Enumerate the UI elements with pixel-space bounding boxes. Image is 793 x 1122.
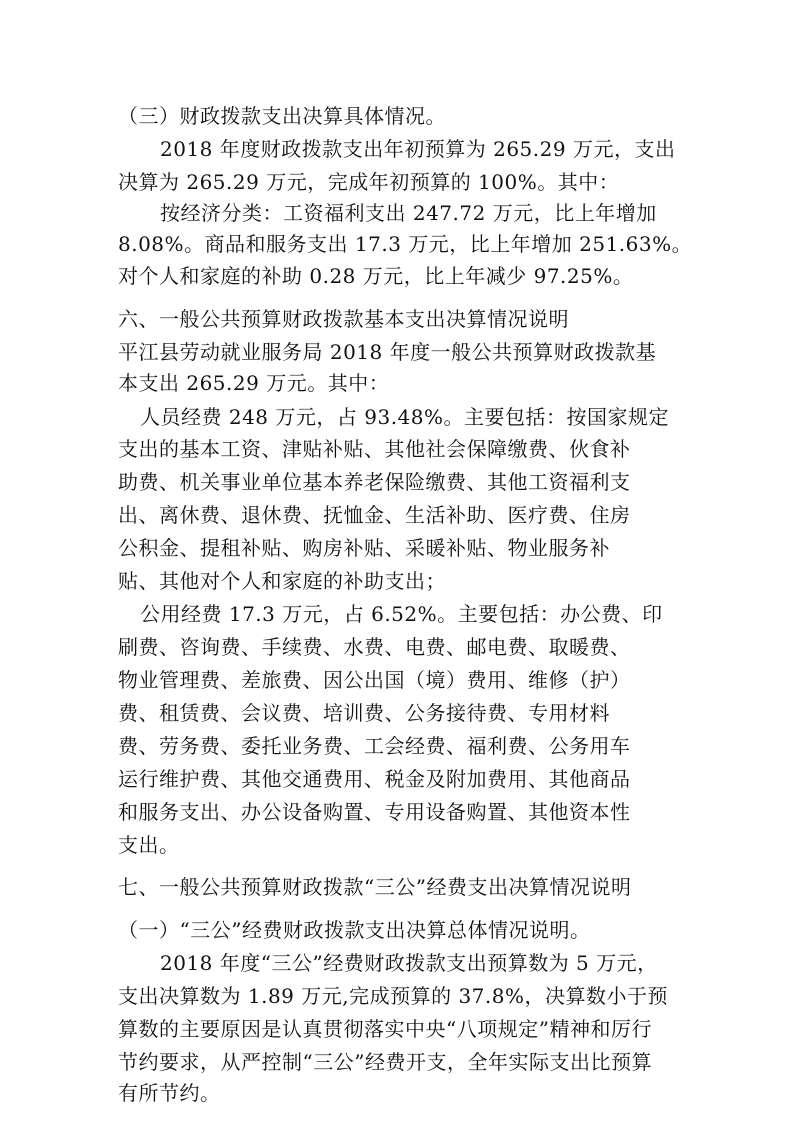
section-heading: （一）“三公”经费财政拨款支出决算总体情况说明。	[118, 918, 591, 942]
paragraph-line: 支出的基本工资、津贴补贴、其他社会保障缴费、伙食补	[118, 437, 631, 461]
paragraph-line: 和服务支出、办公设备购置、专用设备购置、其他资本性	[118, 800, 631, 824]
paragraph-line: 贴、其他对个人和家庭的补助支出；	[118, 569, 446, 593]
section-heading: （三）财政拨款支出决算具体情况。	[118, 104, 446, 128]
paragraph-line: 费、租赁费、会议费、培训费、公务接待费、专用材料	[118, 701, 610, 725]
paragraph-line: 算数的主要原因是认真贯彻落实中央“八项规定”精神和厉行	[118, 1017, 652, 1041]
paragraph-line: 运行维护费、其他交通费用、税金及附加费用、其他商品	[118, 767, 631, 791]
paragraph-line: 对个人和家庭的补助 0.28 万元，比上年减少 97.25%。	[118, 264, 634, 288]
paragraph-line: 费、劳务费、委托业务费、工会经费、福利费、公务用车	[118, 734, 631, 758]
paragraph-line: 支出决算数为 1.89 万元,完成预算的 37.8%，决算数小于预	[118, 984, 668, 1008]
paragraph-line: 决算为 265.29 万元，完成年初预算的 100%。其中：	[118, 170, 620, 194]
paragraph-line: 物业管理费、差旅费、因公出国（境）费用、维修（护）	[118, 668, 631, 692]
paragraph-line: 公用经费 17.3 万元，占 6.52%。主要包括：办公费、印	[140, 602, 663, 626]
paragraph-line: 助费、机关事业单位基本养老保险缴费、其他工资福利支	[118, 470, 631, 494]
section-heading: 七、一般公共预算财政拨款“三公”经费支出决算情况说明	[118, 875, 632, 899]
section-heading: 六、一般公共预算财政拨款基本支出决算情况说明	[118, 307, 569, 331]
paragraph-line: 节约要求，从严控制“三公”经费开支，全年实际支出比预算	[118, 1050, 652, 1074]
paragraph-line: 刷费、咨询费、手续费、水费、电费、邮电费、取暖费、	[118, 635, 631, 659]
paragraph-line: 本支出 265.29 万元。其中：	[118, 371, 390, 395]
paragraph-line: 平江县劳动就业服务局 2018 年度一般公共预算财政拨款基	[118, 340, 657, 364]
paragraph-line: 2018 年度“三公”经费财政拨款支出预算数为 5 万元，	[160, 951, 658, 975]
paragraph-line: 有所节约。	[118, 1081, 221, 1105]
paragraph-line: 人员经费 248 万元，占 93.48%。主要包括：按国家规定	[140, 405, 670, 429]
paragraph-line: 8.08%。商品和服务支出 17.3 万元，比上年增加 251.63%。	[118, 232, 693, 256]
paragraph-line: 支出。	[118, 833, 180, 857]
paragraph-line: 2018 年度财政拨款支出年初预算为 265.29 万元，支出	[160, 137, 676, 161]
paragraph-line: 按经济分类：工资福利支出 247.72 万元，比上年增加	[160, 201, 657, 225]
paragraph-line: 公积金、提租补贴、购房补贴、采暖补贴、物业服务补	[118, 536, 610, 560]
paragraph-line: 出、离休费、退休费、抚恤金、生活补助、医疗费、住房	[118, 503, 631, 527]
